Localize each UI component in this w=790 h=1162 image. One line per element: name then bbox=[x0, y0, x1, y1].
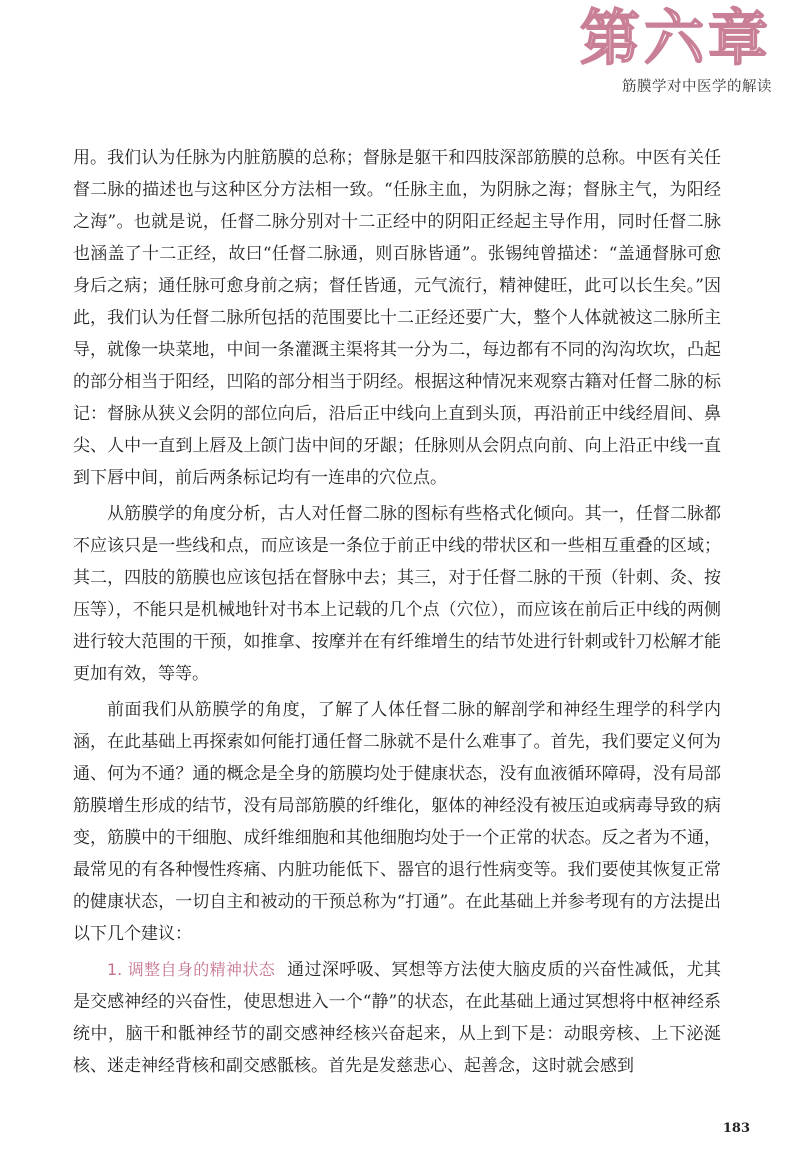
section-paragraph bbox=[73, 954, 721, 1082]
body-text bbox=[73, 142, 721, 1082]
section-text: 通过深呼吸、冥想等方法使大脑皮质的兴奋性减低，尤其是交感神经的兴奋性，使思想进入一个“静”的状态，在此基础上通过冥想将中枢神经系统中，脑干和骶神经节的副交感神经核兴奋起来，从上到下是：动眼旁核、上下泌涎核、迷走神经背核和副交感骶核。首先是发慈悲心、起善念，这时就会感到 bbox=[73, 960, 721, 1076]
chapter-title: 第六章 bbox=[580, 4, 772, 74]
paragraph-fascia-analysis: 从筋膜学的角度分析，古人对任督二脉的图标有些格式化倾向。其一，任督二脉都不应该只是一些线和点，而应该是一条位于前正中线的带状区和一些相互重叠的区域；其二，四肢的筋膜也应该包括在督脉中去；其三，对于任督二脉的干预（针刺、灸、按压等），不能只是机械地针对书本上记载的几个点（穴位），而应该在前后正中线的两侧进行较大范围的干预，如推拿、按摩并在有纤维增生的结节处进行针刺或针刀松解才能更加有效，等等。 bbox=[73, 504, 721, 684]
chapter-subtitle: 筋膜学对中医学的解读 bbox=[622, 79, 772, 95]
paragraph-continuation: 用。我们认为任脉为内脏筋膜的总称；督脉是躯干和四肢深部筋膜的总称。中医有关任督二脉的描述也与这种区分方法相一致。“任脉主血，为阴脉之海；督脉主气，为阳经之海”。也就是说，任督二脉分别对十二正经中的阴阳正经起主导作用，同时任督二脉也涵盖了十二正经，故曰“任督二脉通，则百脉皆通”。张锡纯曾描述：“盖通督脉可愈身后之病；通任脉可愈身前之病；督任皆通，元气流行，精神健旺，此可以长生矣。”因此，我们认为任督二脉所包括的范围要比十二正经还要广大，整个人体就被这二脉所主导，就像一块菜地，中间一条灌溉主渠将其一分为二，每边都有不同的沟沟坎坎，凸起的部分相当于阳经，凹陷的部分相当于阴经。根据这种情况来观察古籍对任督二脉的标记：督脉从狭义会阴的部位向后，沿后正中线向上直到头顶，再沿前正中线经眉间、鼻尖、人中一直到上唇及上颌门齿中间的牙龈；任脉则从会阴点向前、向上沿正中线一直到下唇中间，前后两条标记均有一连串的穴位点。 bbox=[73, 148, 721, 488]
page-number: 183 bbox=[722, 1121, 750, 1136]
section-heading: 1. 调整自身的精神状态 bbox=[107, 960, 276, 979]
chapter-header bbox=[580, 6, 772, 96]
paragraph-unblock-definition: 前面我们从筋膜学的角度，了解了人体任督二脉的解剖学和神经生理学的科学内涵，在此基础上再探索如何能打通任督二脉就不是什么难事了。首先，我们要定义何为通、何为不通？通的概念是全身的筋膜均处于健康状态，没有血液循环障碍，没有局部筋膜增生形成的结节，没有局部筋膜的纤维化，躯体的神经没有被压迫或病毒导致的病变，筋膜中的干细胞、成纤维细胞和其他细胞均处于一个正常的状态。反之者为不通，最常见的有各种慢性疼痛、内脏功能低下、器官的退行性病变等。我们要使其恢复正常的健康状态，一切自主和被动的干预总称为“打通”。在此基础上并参考现有的方法提出以下几个建议： bbox=[73, 700, 721, 944]
